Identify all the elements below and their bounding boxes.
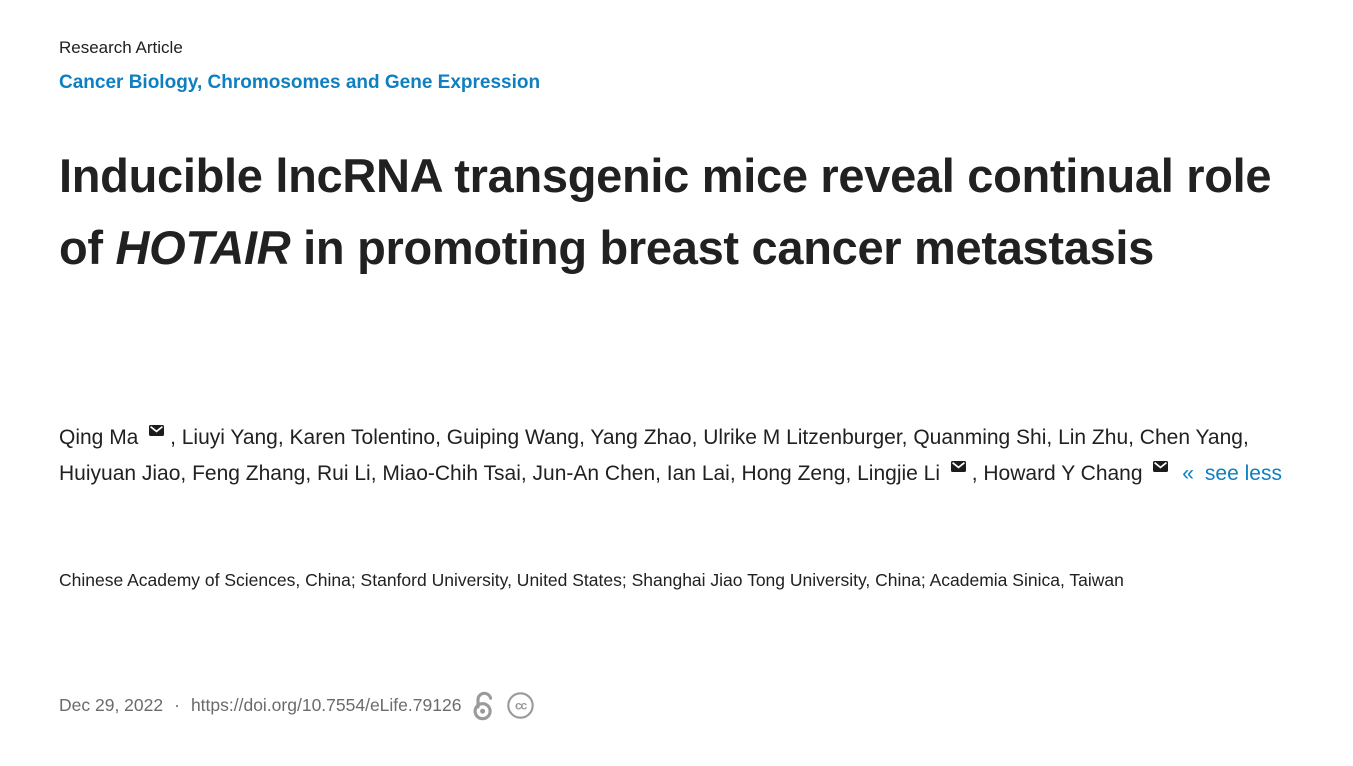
author-name: Howard Y Chang <box>983 462 1143 485</box>
publication-date: Dec 29, 2022 <box>59 695 164 715</box>
author-name: Huiyuan Jiao <box>59 462 181 485</box>
title-part1: Inducible lncRNA transgenic mice reveal continual role of <box>59 149 1272 274</box>
author-names: Qing Ma , Liuyi Yang, Karen Tolentino, Guiping Wang, Yang Zhao, Ulrike M Litzenburger, Quanming Shi, Lin Zhu, Chen Yang, Huiyuan Jiao, Feng Zhang, Rui Li, Miao-Chih Tsai, Jun-An Chen, Ian Lai, Hong Zeng, Lingjie Li , Howard Y Chang <box>59 426 1249 485</box>
envelope-icon[interactable] <box>149 425 164 436</box>
see-less-link[interactable]: see less <box>1204 462 1282 485</box>
author-name: Hong Zeng <box>741 462 846 485</box>
page-title <box>59 140 1311 284</box>
author-name: Qing Ma <box>59 426 139 449</box>
author-name: Ian Lai <box>666 462 730 485</box>
title-part2: in promoting breast cancer metastasis <box>290 221 1155 274</box>
author-name: Jun-An Chen <box>532 462 656 485</box>
title-gene-italic: HOTAIR <box>115 221 291 274</box>
subjects-link[interactable]: Cancer Biology, Chromosomes and Gene Expression <box>59 72 541 93</box>
creative-commons-icon[interactable] <box>506 691 535 720</box>
author-name: Ulrike M Litzenburger <box>703 426 902 449</box>
author-name: Guiping Wang <box>446 426 580 449</box>
author-name: Chen Yang <box>1139 426 1243 449</box>
author-name: Liuyi Yang <box>181 426 278 449</box>
author-list <box>59 420 1305 492</box>
doi-link[interactable]: https://doi.org/10.7554/eLife.79126 <box>190 695 462 715</box>
affiliations-text: Chinese Academy of Sciences, China; Stanford University, United States; Shanghai Jiao Tong University, China; Academia Sinica, Taiwan <box>59 570 1124 590</box>
see-less-collapse-symbol: « <box>1182 462 1194 485</box>
author-name: Yang Zhao <box>590 426 692 449</box>
author-name: Feng Zhang <box>192 462 306 485</box>
dot-separator: · <box>174 695 180 715</box>
author-name: Rui Li <box>317 462 371 485</box>
author-name: Lingjie Li <box>857 462 941 485</box>
article-type-label: Research Article <box>59 38 183 57</box>
envelope-icon[interactable] <box>951 461 966 472</box>
svg-text:cc: cc <box>515 698 527 713</box>
author-name: Quanming Shi <box>913 426 1047 449</box>
author-name: Karen Tolentino <box>289 426 436 449</box>
author-name: Miao-Chih Tsai <box>382 462 521 485</box>
envelope-icon[interactable] <box>1153 461 1168 472</box>
author-name: Lin Zhu <box>1058 426 1129 449</box>
open-access-padlock-icon <box>471 690 496 721</box>
meta-bar <box>59 690 535 721</box>
